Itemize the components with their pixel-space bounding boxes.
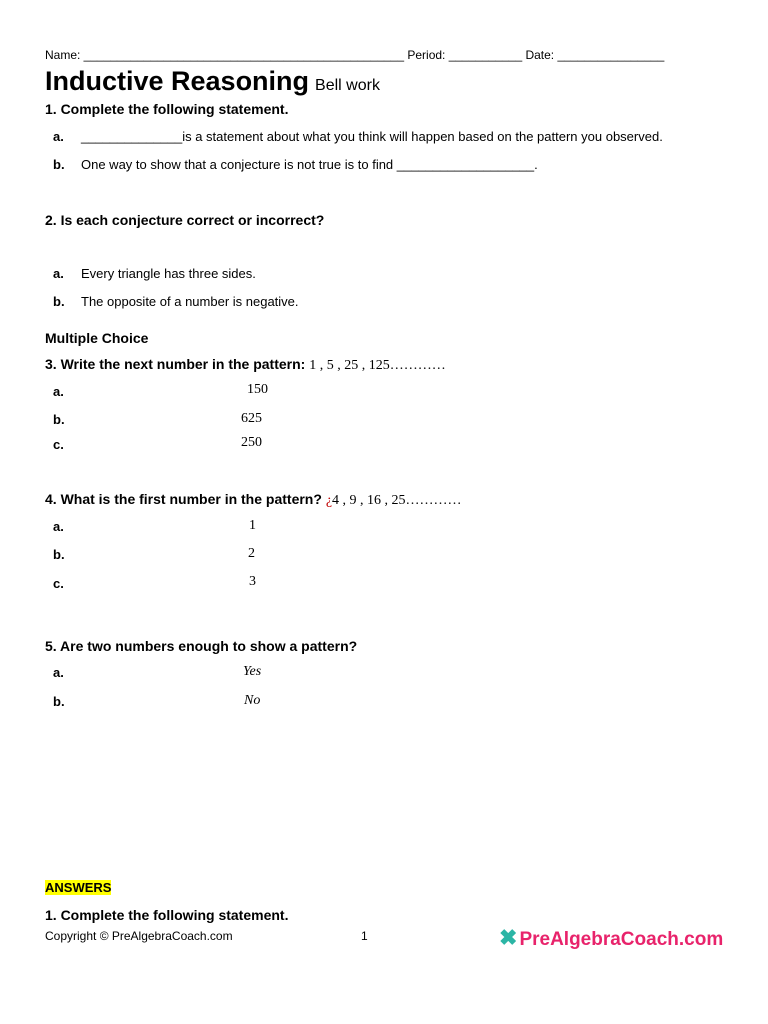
q1-a-text: ______________is a statement about what you think will happen based on the pattern you observed. <box>81 129 663 144</box>
q1-a-label: a. <box>53 129 64 144</box>
q1-prompt: 1. Complete the following statement. <box>45 101 289 117</box>
q4-a-label: a. <box>53 519 64 534</box>
header-fields: Name: ________________________________________________ Period: ___________ Date: ________________ <box>45 48 665 62</box>
answers-heading: ANSWERS <box>45 880 112 895</box>
q4-c-label: c. <box>53 576 64 591</box>
page-number: 1 <box>361 929 368 943</box>
q4-b-value: 2 <box>248 546 255 561</box>
q3-b-value: 625 <box>241 411 262 426</box>
q2-b-text: The opposite of a number is negative. <box>81 294 299 309</box>
q5-a-label: a. <box>53 665 64 680</box>
q5-b-value: No <box>244 693 261 708</box>
logo-text: PreAlgebraCoach.com <box>519 929 724 950</box>
q2-a-text: Every triangle has three sides. <box>81 266 256 281</box>
title-subtitle: Bell work <box>315 77 380 94</box>
q3-a-value: 150 <box>247 382 268 397</box>
q1-b-text: One way to show that a conjecture is not true is to find ___________________. <box>81 157 538 172</box>
q3-b-label: b. <box>53 412 65 427</box>
q4-pattern: 4 , 9 , 16 , 25………… <box>332 493 462 508</box>
page-title <box>45 66 380 97</box>
copyright-text: Copyright © PreAlgebraCoach.com <box>45 929 233 943</box>
q3-prompt-line <box>45 356 446 374</box>
multiple-choice-heading: Multiple Choice <box>45 330 149 346</box>
q4-b-label: b. <box>53 547 65 562</box>
title-main: Inductive Reasoning <box>45 66 310 96</box>
q2-prompt: 2. Is each conjecture correct or incorrect? <box>45 212 325 228</box>
q4-c-value: 3 <box>249 574 256 589</box>
q2-a-label: a. <box>53 266 64 281</box>
q4-prompt-line <box>45 491 462 509</box>
q5-a-value: Yes <box>243 664 262 679</box>
prealgebracoach-logo[interactable] <box>499 925 723 951</box>
q4-a-value: 1 <box>249 518 256 533</box>
q4-prompt: 4. What is the first number in the pattern? <box>45 491 322 507</box>
q3-c-value: 250 <box>241 435 262 450</box>
q3-a-label: a. <box>53 384 64 399</box>
q3-c-label: c. <box>53 437 64 452</box>
q4-glyph: ¿ <box>325 493 333 508</box>
q1-b-label: b. <box>53 157 65 172</box>
q2-b-label: b. <box>53 294 65 309</box>
q5-prompt: 5. Are two numbers enough to show a pattern? <box>45 638 358 654</box>
q5-b-label: b. <box>53 694 65 709</box>
q3-prompt: 3. Write the next number in the pattern: <box>45 356 306 372</box>
answers-q1-prompt: 1. Complete the following statement. <box>45 907 289 923</box>
pencil-ruler-cross-icon: ✖ <box>499 925 518 950</box>
q3-pattern: 1 , 5 , 25 , 125………… <box>309 358 446 373</box>
